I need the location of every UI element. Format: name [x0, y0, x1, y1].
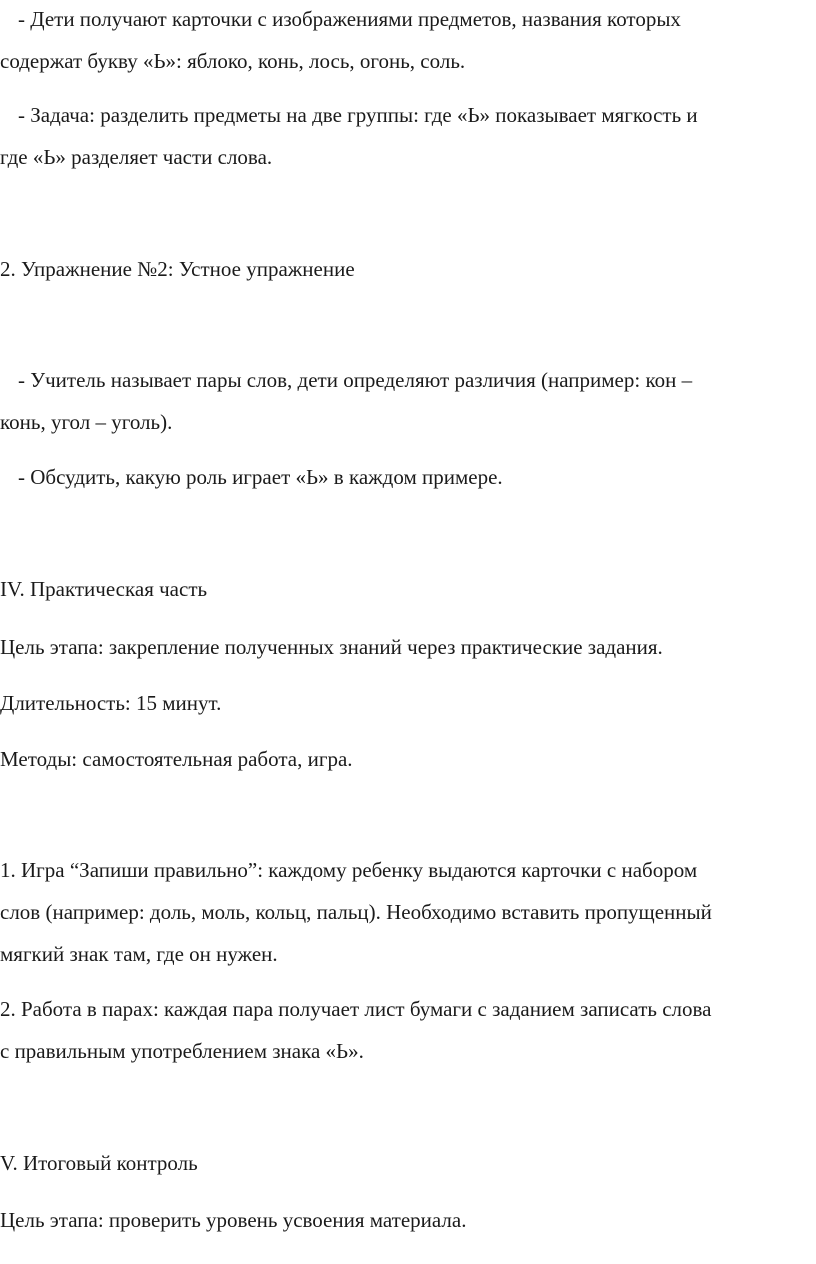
- text-line-6: - Учитель называет пары слов, дети определяют различия (например: кон –: [18, 368, 693, 392]
- text-line-13: 1. Игра “Запиши правильно”: каждому ребенку выдаются карточки с набором: [0, 858, 698, 882]
- text-line-14: слов (например: доль, моль, кольц, пальц). Необходимо вставить пропущенный: [0, 900, 712, 924]
- text-line-12: Методы: самостоятельная работа, игра.: [0, 747, 353, 771]
- text-line-1: - Дети получают карточки с изображениями предметов, названия которых: [18, 7, 681, 31]
- text-line-19: Цель этапа: проверить уровень усвоения материала.: [0, 1208, 467, 1232]
- section-heading-control: V. Итоговый контроль: [0, 1151, 198, 1175]
- exercise-heading: 2. Упражнение №2: Устное упражнение: [0, 257, 355, 281]
- text-line-15: мягкий знак там, где он нужен.: [0, 942, 278, 966]
- text-line-8: - Обсудить, какую роль играет «Ь» в каждом примере.: [18, 465, 503, 489]
- text-line-4: где «Ь» разделяет части слова.: [0, 145, 273, 169]
- text-line-17: с правильным употреблением знака «Ь».: [0, 1039, 364, 1063]
- text-line-10: Цель этапа: закрепление полученных знаний через практические задания.: [0, 635, 663, 659]
- text-line-11: Длительность: 15 минут.: [0, 691, 222, 715]
- text-line-2: содержат букву «Ь»: яблоко, конь, лось, огонь, соль.: [0, 49, 466, 73]
- text-line-7: конь, угол – уголь).: [0, 410, 173, 434]
- text-line-3: - Задача: разделить предметы на две группы: где «Ь» показывает мягкость и: [18, 103, 698, 127]
- section-heading-practical: IV. Практическая часть: [0, 577, 208, 601]
- text-line-16: 2. Работа в парах: каждая пара получает лист бумаги с заданием записать слова: [0, 997, 712, 1021]
